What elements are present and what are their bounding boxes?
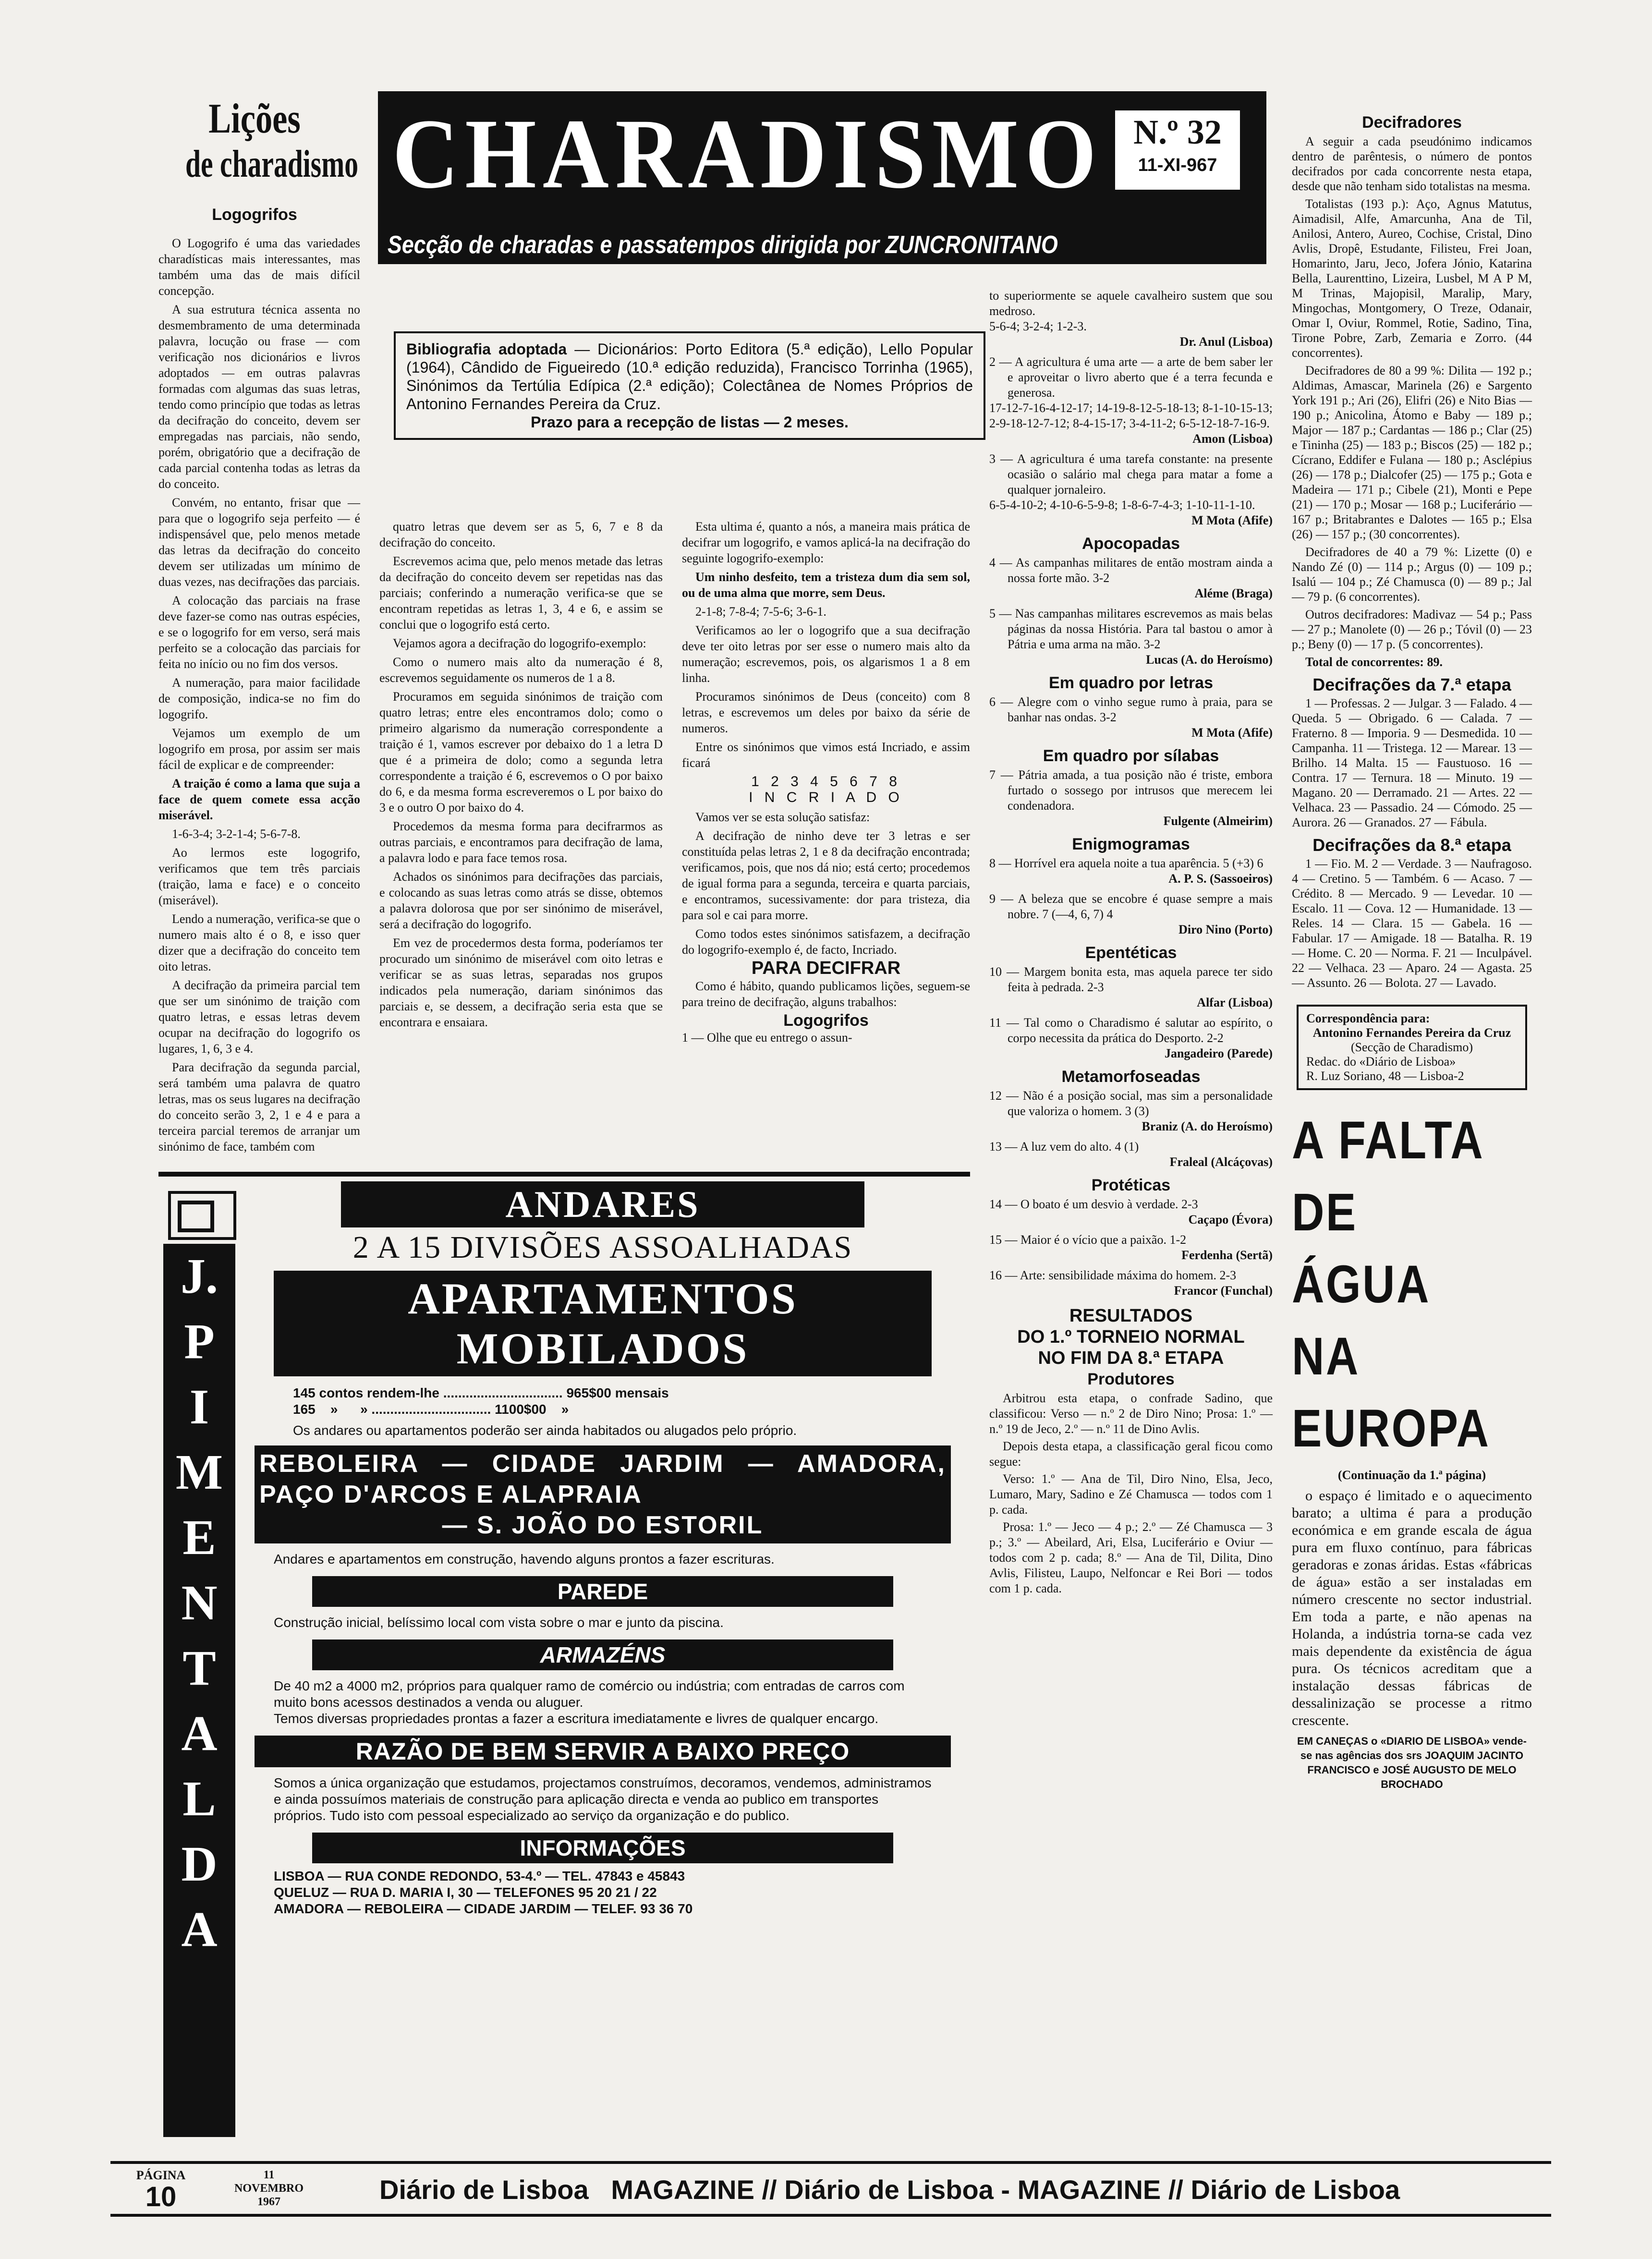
outros-decifradores: Outros decifradores: Madivaz — 54 p.; Pass — 27 p.; Manolete (0) — 26 p.; Tóvil (0) — 23 p.; Beny (0) — 17 p. (5 concorrentes). [1292,607,1532,651]
entry-author: Ferdenha (Sertã) [1181,1248,1273,1262]
entry-author: Braniz (A. do Heroísmo) [1142,1119,1273,1133]
digits-row: 1 2 3 4 5 6 7 8 [751,774,901,789]
company-letter: A [181,1902,218,1957]
entry-text: 14 — O boato é um desvio à verdade. 2-3 [989,1197,1198,1211]
entry-numbers: 5-6-4; 3-2-4; 1-2-3. [989,319,1087,333]
decifradores-80: Decifradores de 80 a 99 %: Dilita — 192 p.; Aldimas, Amascar, Marinela (26) e Sargento York 191 p.; Ari (26), Elifri (26) e Nito Bias — 190 p.; Anicolina, Átomo e Baby — 189 p.; Major — 187 p.; Cardantas — 186 p.; Clar (25) e Tininha (25) — 183 p.; Biscos (25) — 182 p.; Cícrano, Eddifer e Fulana — 180 p.; Asclépius (26) — 178 p.; Dialcofer (25) — 175 p.; Gota e Madeira — 171 p.; Cibele (21), Monti e Pepe (21) — 170 p.; Mosar — 168 p.; Luciferário — 167 p.; Britabrantes e Dalotes — 165 p.; Elsa (26) — 157 p.; (30 concorrentes). [1292,364,1532,541]
column-3 [682,519,970,1048]
entry-text: 4 — As campanhas militares de então mostram ainda a nossa forte mão. 3-2 [989,556,1273,585]
entry-author: Amon (Lisboa) [1192,432,1273,446]
proteticas-heading: Protéticas [1091,1176,1171,1194]
right-column [1292,115,1532,1792]
entry-text: 9 — A beleza que se encobre é quase sempre a mais nobre. 7 (—4, 6, 7) 4 [989,892,1273,921]
paragraph: Depois desta etapa, a classificação geral ficou como segue: [989,1439,1273,1469]
paragraph: Verificamos ao ler o logogrifo que a sua decifração deve ter oito letras por ser esse o numero mais alto da numeração; escrevemos, pois, os algarismos 1 a 8 em linha. [682,623,970,685]
apartamentos-banner [274,1271,932,1376]
entry-author: Jangadeiro (Parede) [1164,1046,1273,1060]
entry-text: 3 — A agricultura é uma tarefa constante: na presente ocasião o salário mal chega para matar a fome a qualquer jornaleiro. [989,452,1273,497]
paragraph: Procuramos sinónimos de Deus (conceito) com 8 letras, e escrevemos um deles por baixo da série de numeros. [682,690,970,735]
entry-author: Aléme (Braga) [1194,586,1273,600]
para-decifrar-heading: PARA DECIFRAR [751,958,901,978]
paragraph: Como todos estes sinónimos satisfazem, a decifração do logogrifo-exemplo é, de facto, Incriado. [682,927,970,957]
entry-1: 1 — Olhe que eu entrego o assun- [682,1031,852,1044]
etapa-7-list: 1 — Professas. 2 — Julgar. 3 — Falado. 4 — Queda. 5 — Obrigado. 6 — Calada. 7 — Fraterno. 8 — Imporia. 9 — Desmedida. 10 — Campanha. 11 — Tristega. 12 — Marear. 13 — Brilho. 14 Malta. 15 — Faustuoso. 16 — Contra. 17 — Ternura. 18 — Minuto. 19 — Magano. 20 — Derramado. 21 — Artes. 22 — Velhaca. 23 — Passadio. 24 — Cómodo. 25 — Aurora. 26 — Granados. 27 — Fábula. [1292,696,1532,829]
entry-text: 2 — A agricultura é uma arte — a arte de bem saber ler e aproveitar o livro aberto que é a terra fecunda e generosa. [989,355,1273,400]
enigmogramas-heading: Enigmogramas [1072,835,1190,853]
paragraph: Vejamos um exemplo de um logogrifo em prosa, por assim ser mais fácil de explicar e de compreender: [158,726,360,772]
company-letter: E [182,1510,216,1565]
entry-text: 5 — Nas campanhas militares escrevemos as mais belas páginas da nossa História. Para tal bastou o amor à Pátria e uma arma na mão. 3-2 [989,607,1273,651]
etapa-7-heading: Decifrações da 7.ª etapa [1312,675,1511,694]
entry-text: 10 — Margem bonita esta, mas aquela parece ter sido feita à pedrada. 2-3 [989,965,1273,994]
paragraph: Achados os sinónimos para decifrações das parciais, e colocando as suas letras como atrás se disse, obtemos a palavra dolorosa que por ser sinónimo de miserável, será a decifração do logogrifo. [379,870,663,931]
paragraph: Lendo a numeração, verifica-se que o numero mais alto é o 8, e isso quer dizer que a decifração do conceito tem oito letras. [158,912,360,973]
decifradores-40: Decifradores de 40 a 79 %: Lizette (0) e Nando Zé (0) — 114 p.; Argus (0) — 109 p.; Isalú — 104 p.; Zé Chamusca (0) — 89 p.; Jal — 79 p. (6 concorrentes). [1292,545,1532,604]
logogrifos-heading: Logogrifos [212,206,297,224]
paragraph: A decifração da primeira parcial tem que ser um sinónimo de traição com quatro letras, e essas letras devem ocupar na decifração do logogrifo os lugares, 1, 6, 3 e 4. [158,978,360,1056]
entry-author: Diro Nino (Porto) [1178,923,1273,936]
parede-banner: PAREDE [312,1576,893,1607]
paragraph: Convém, no entanto, frisar que — para que o logogrifo seja perfeito — é indispensável que, pelo menos metade das letras da decifração do conceito devem ser utilizadas um mínimo de duas vezes, nas decifrações das parciais. [158,496,360,589]
issue-box [1115,110,1240,190]
paragraph: Entre os sinónimos que vimos está Incriado, e assim ficará [682,740,970,770]
locations-line-1: REBOLEIRA — CIDADE JARDIM — AMADORA, PAÇO D'ARCOS E ALAPRAIA [259,1450,946,1508]
company-letter: M [175,1445,223,1500]
paragraph: quatro letras que devem ser as 5, 6, 7 e 8 da decifração do conceito. [379,520,663,549]
entry-text: 11 — Tal como o Charadismo é salutar ao espírito, o corpo necessita da prática do Desporto. 2-2 [989,1016,1273,1045]
page-label [120,2168,202,2211]
company-logo [168,1191,236,1240]
advertisement [163,1181,951,2123]
produtores-heading: Produtores [1087,1370,1175,1388]
example-numbers: 2-1-8; 7-8-4; 7-5-6; 3-6-1. [695,605,826,619]
company-letter: I [189,1379,209,1434]
paragraph: Ao lermos este logogrifo, verificamos que tem três parciais (traição, lama e face) e o conceito (miserável). [158,846,360,907]
paragraph: Como é hábito, quando publicamos lições, seguem-se para treino de decifração, alguns trabalhos: [682,979,970,1009]
company-letter: J. [181,1249,218,1304]
contact-queluz: QUELUZ — RUA D. MARIA I, 30 — TELEFONES 95 20 21 / 22 [274,1885,657,1900]
epenteticas-heading: Epentéticas [1085,944,1177,962]
decifradores-heading: Decifradores [1362,113,1462,132]
entry-text: 12 — Não é a posição social, mas sim a personalidade que valoriza o homem. 3 (3) [989,1089,1273,1118]
apartamentos-line-2: MOBILADOS [456,1324,749,1373]
column-2 [379,519,663,1033]
company-letter: A [181,1706,218,1761]
entry-text: to superiormente se aquele cavalheiro sustem que sou medroso. [989,289,1273,318]
paragraph: Em vez de procedermos desta forma, poderíamos ter procurado um sinónimo de miserável com oito letras e verificar se as suas letras, separadas nos grupos indicados pela numeração, dariam sinónimos das parciais e, se dessem, a decifração seria esta que se encontrara e ensaiara. [379,936,663,1029]
quadro-silabas-heading: Em quadro por sílabas [1043,747,1219,765]
lessons-title-line1: Lições [208,96,301,142]
entry-numbers: 17-12-7-16-4-12-17; 14-19-8-12-5-18-13; 8-1-10-15-13; 2-9-18-12-7-12; 8-4-15-17; 3-4-11-2; 6-5-12-18-7-16-9. [989,401,1273,430]
corr-address-1: Redac. do «Diário de Lisboa» [1306,1055,1456,1069]
construction-text: Andares e apartamentos em construção, havendo alguns prontos a fazer escrituras. [274,1552,775,1567]
entry-author: Dr. Anul (Lisboa) [1179,335,1273,349]
armazens-banner: ARMAZÉNS [312,1640,893,1670]
total-concorrentes: Total de concorrentes: 89. [1305,655,1443,669]
example-sentence: Um ninho desfeito, tem a tristeza dum dia sem sol, ou de uma alma que morre, sem Deus. [682,570,970,600]
divisoes-line: 2 A 15 DIVISÕES ASSOALHADAS [352,1230,853,1265]
informacoes-banner: INFORMAÇÕES [312,1833,893,1863]
logogrifos-subheading: Logogrifos [783,1011,869,1030]
habitados-text: Os andares ou apartamentos poderão ser ainda habitados ou alugados pelo próprio. [293,1423,797,1438]
footer-year: 1967 [257,2196,280,2208]
company-letter: T [182,1640,216,1696]
column-4 [989,288,1273,1596]
paragraph: A colocação das parciais na frase deve fazer-se como nas outras espécies, e se o logogrifo for em verso, será mais perfeito se a colocação das parciais for feita no início ou no fim dos versos. [158,594,360,671]
footer-month: NOVEMBRO [234,2182,304,2195]
parede-text: Construção inicial, belíssimo local com vista sobre o mar e junto da piscina. [274,1615,724,1630]
example-sentence: A traição é como a lama que suja a face de quem comete essa acção miserável. [158,777,360,822]
metamorfoseadas-heading: Metamorfoseadas [1061,1068,1201,1086]
contact-lisboa: LISBOA — RUA CONDE REDONDO, 53-4.º — TEL. 47843 e 45843 [274,1869,685,1883]
masthead-title: CHARADISMO [392,98,1103,209]
masthead-subtitle: Secção de charadas e passatempos dirigida por ZUNCRONITANO [388,231,1058,259]
paragraph: Procuramos em seguida sinónimos de traição com quatro letras; entre eles encontramos dolo; como o primeiro algarismo da numeração correspondente a traição é 1, vamos escrever por debaixo do 1 a letra D que é a primeira de dolo; como a segunda letra correspondente a traição é 6, escrevemos o O por baixo do 6, e da mesma forma escreveremos o L por baixo do 3 e o outro O por baixo do 4. [379,690,663,814]
entry-author: A. P. S. (Sassoeiros) [1168,872,1273,886]
rent-line-2: 165 » » ................................ 1100$00 » [293,1402,569,1417]
deadline-text: Prazo para a recepção de listas — 2 meses. [531,413,849,431]
page-word: PÁGINA [136,2168,186,2182]
entry-text: 8 — Horrível era aquela noite a tua aparência. 5 (+3) 6 [989,856,1263,870]
issue-number: N.º 32 [1133,113,1222,151]
paragraph: A seguir a cada pseudónimo indicamos dentro de parêntesis, o número de pontos decifrados por cada concorrente nesta etapa, desde que não tenham sido totalistas na mesma. [1292,134,1532,193]
word-row: I N C R I A D O [749,789,903,805]
water-headline-2: DE ÁGUA [1292,1183,1431,1314]
results-title-3: NO FIM DA 8.ª ETAPA [1038,1348,1224,1368]
results-title-2: DO 1.º TORNEIO NORMAL [1017,1327,1245,1347]
continuation-note: (Continuação da 1.ª página) [1337,1468,1486,1482]
entry-author: Alfar (Lisboa) [1197,996,1273,1009]
entry-author: Francor (Funchal) [1174,1284,1273,1298]
ad-top-rule [158,1172,970,1177]
footer-top-rule [110,2161,1551,2164]
water-article: o espaço é limitado e o aquecimento barato; a ultima é para a produção económica e em grande escala de água pura em fluxo contínuo, para fábricas geradoras e zonas áridas. Estas «fábricas de água» estão a ser instaladas em número crescente no sector industrial. Em toda a parte, e não apenas na Holanda, a indústria torna-se cada vez mais dependente da existência de água pura. Os técnicos acreditam que a instalação dessas fábricas de dessalinização se processe a ritmo crescente. [1292,1488,1532,1728]
andares-banner: ANDARES [341,1181,864,1227]
paragraph: Procedemos da mesma forma para decifrarmos as outras parciais, e encontramos para decifração de lama, a palavra lodo e para face temos rosa. [379,819,663,865]
entry-text: 13 — A luz vem do alto. 4 (1) [989,1140,1139,1154]
entry-author: Caçapo (Évora) [1188,1213,1273,1227]
paragraph: Como o numero mais alto da numeração é 8, escrevemos seguidamente os numeros de 1 a 8. [379,655,663,685]
rent-line-1: 145 contos rendem-lhe ................................ 965$00 mensais [293,1385,669,1400]
paragraph: O Logogrifo é uma das variedades charadísticas mais interessantes, mas também uma das de mais difícil concepção. [158,236,360,298]
example-numbers: 1-6-3-4; 3-2-1-4; 5-6-7-8. [172,827,301,841]
company-vertical-name [163,1244,235,2137]
entry-numbers: 6-5-4-10-2; 4-10-6-5-9-8; 1-8-6-7-4-3; 1-10-11-1-10. [989,498,1255,512]
corr-address-2: R. Luz Soriano, 48 — Lisboa-2 [1306,1069,1464,1083]
corr-section: (Secção de Charadismo) [1350,1040,1473,1054]
ad-body [255,1181,951,1917]
lessons-heading [158,96,358,224]
quadro-letras-heading: Em quadro por letras [1049,674,1213,692]
locations-line-2: — S. JOÃO DO ESTORIL [442,1511,764,1539]
entry-author: M Mota (Afife) [1191,726,1273,740]
water-headline-1: A FALTA [1292,1111,1485,1170]
page-number: 10 [145,2181,177,2212]
paragraph: Escrevemos acima que, pelo menos metade das letras da decifração do conceito devem ser repetidas nas das parciais; conferindo a numeração verifica-se que se encontram repetidas as letras 1, 3, 4 e 6, e assim se conclui que o logogrifo está certo. [379,554,663,632]
entry-author: Fraleal (Alcáçovas) [1169,1155,1273,1169]
etapa-8-heading: Decifrações da 8.ª etapa [1312,835,1511,855]
paragraph: Vamos ver se esta solução satisfaz: [695,810,870,824]
results-heading [989,1305,1273,1369]
corr-title: Correspondência para: [1306,1011,1430,1025]
entry-text: 6 — Alegre com o vinho segue rumo à praia, para se banhar nas ondas. 3-2 [989,695,1273,724]
company-letter: L [182,1771,216,1826]
entry-author: Fulgente (Almeirim) [1163,814,1273,828]
footer [110,2168,1551,2211]
company-letter: N [181,1575,218,1630]
company-letter: P [184,1314,215,1369]
footer-bottom-rule [110,2214,1551,2217]
paragraph: Esta ultima é, quanto a nós, a maneira mais prática de decifrar um logogrifo, e vamos aplicá-la na decifração do seguinte logogrifo-exemplo: [682,520,970,565]
armazens-text-1: De 40 m2 a 4000 m2, próprios para qualquer ramo de comércio ou indústria; com entradas de carros com muito bons acessos destinados a venda ou aluguer. [274,1678,905,1710]
bibliography-lead: Bibliografia adoptada [406,340,567,358]
correspondence-box [1297,1005,1527,1090]
footer-day: 11 [263,2169,275,2181]
water-headline-3: NA EUROPA [1292,1327,1491,1458]
paragraph: Prosa: 1.º — Jeco — 4 p.; 2.º — Zé Chamusca — 3 p.; 3.º — Abeilard, Ari, Elsa, Luciferário e Oviur — todos com 2 p. cada; 8.º — Ana de Til, Dilita, Dino Avlis, Filisteu, Laupo, Nelfoncar e Rei Bori — todos com 1 p. cada. [989,1520,1273,1595]
contact-amadora: AMADORA — REBOLEIRA — CIDADE JARDIM — TELEF. 93 36 70 [274,1901,693,1916]
entry-text: 16 — Arte: sensibilidade máxima do homem. 2-3 [989,1268,1237,1282]
corr-name: Antonino Fernandes Pereira da Cruz [1312,1026,1511,1040]
column-1 [158,235,360,1157]
razao-text: Somos a única organização que estudamos, projectamos construímos, decoramos, vendemos, administramos e ainda possuímos materiais de construção para aplicação directa e venda ao publico em transportes próprios. Tudo isto com pessoal especializado ao serviço da organização e do publico. [274,1775,932,1823]
etapa-8-list: 1 — Fio. M. 2 — Verdade. 3 — Naufragoso. 4 — Cretino. 5 — Também. 6 — Acaso. 7 — Crédito. 8 — Mercado. 9 — Levedar. 10 — Escalo. 11 — Cova. 12 — Humanidade. 13 — Reles. 14 — Clara. 15 — Gabela. 16 — Fabular. 17 — Amigade. 18 — Batalha. R. 19 — Home. C. 20 — Norma. F. 21 — Inculpável. 22 — Velhaca. 23 — Aparo. 24 — Agasta. 25 — Assunto. 26 — Bolota. 27 — Lavado. [1292,857,1532,990]
paragraph: Vejamos agora a decifração do logogrifo-exemplo: [393,636,646,650]
paragraph: A numeração, para maior facilidade de composição, indica-se no fim do logogrifo. [158,676,360,721]
entry-author: Lucas (A. do Heroísmo) [1146,653,1273,667]
paragraph: A decifração de ninho deve ter 3 letras e ser constituída pelas letras 2, 1 e 8 da decifração encontrada; verificamos, pois, que nos dá nio; está certo; procedemos de igual forma para a segunda, terceira e quarta parciais, e encontramos, sucessivamente: dor para tristeza, dia para sol e cai para morre. [682,829,970,922]
sales-notice: EM CANEÇAS o «DIARIO DE LISBOA» vende-se nas agências dos srs JOAQUIM JACINTO FRANCISCO e JOSÉ AUGUSTO DE MELO BROCHADO [1297,1735,1527,1790]
paragraph: A sua estrutura técnica assenta no desmembramento de uma determinada palavra, locução ou frase — com verificação nos dicionários e livros adoptados — em outras palavras formadas com algumas das suas letras, tendo como princípio que todas as letras da decifração do conceito, devem ser empregadas nas parciais, não sendo, porém, obrigatório que a decifração de cada parcial contenha todas as letras da do conceito. [158,303,360,491]
paragraph: Arbitrou esta etapa, o confrade Sadino, que classificou: Verso — n.º 2 de Diro Nino; Prosa: 1.º — n.º 19 de Jeco, 2.º — n.º 11 de Dino Avlis. [989,1391,1273,1436]
paragraph: Para decifração da segunda parcial, será também uma palavra de quatro letras, mas os seus lugares na decifração do conceito serão 3, 2, 1 e 4 e para a terceira parcial teremos de arranjar um sinónimo de face, também com [158,1060,360,1154]
razao-banner: RAZÃO DE BEM SERVIR A BAIXO PREÇO [255,1736,951,1767]
lessons-title-line2: de charadismo [185,143,358,185]
running-title: Diário de Lisboa MAGAZINE // Diário de Lisboa - MAGAZINE // Diário de Lisboa [379,2174,1400,2205]
entry-text: 15 — Maior é o vício que a paixão. 1-2 [989,1233,1187,1247]
bibliography-text: — Dicionários: Porto Editora (5.ª edição), Lello Popular (1964), Cândido de Figueiredo (10.ª edição reduzida), Francisco Torrinha (1965), Sinónimos da Tertúlia Edípica (2.ª edição); Colectânea de Nomes Próprios de Antonino Fernandes Pereira da Cruz. [406,340,973,413]
entry-author: M Mota (Afife) [1191,513,1273,527]
apartamentos-line-1: APARTAMENTOS [408,1274,798,1323]
bibliography-box [394,331,985,440]
company-letter: D [181,1836,218,1892]
masthead [378,91,1266,264]
paragraph: Verso: 1.º — Ana de Til, Diro Nino, Elsa, Jeco, Lumaro, Mary, Sadino e Zé Chamusca — todos com 1 p. cada. [989,1472,1273,1517]
issue-date: 11-XI-967 [1138,155,1217,175]
footer-date [216,2168,322,2209]
apocopadas-heading: Apocopadas [1081,534,1180,553]
totalistas: Totalistas (193 p.): Aço, Agnus Matutus, Aimadisil, Alfe, Amarcunha, Ana de Til, Anilosi, Antero, Aureo, Cochise, Cristal, Dino Avlis, Dropê, Estudante, Filisteu, Frei Joan, Homarinto, Jaru, Jeco, Jofera Jónio, Katarina Bella, Laurenttino, Lizeira, Lusbel, M A P M, M Trinas, Majopisil, Maralip, Mary, Mingochas, Montgomery, O Treze, Odanair, Omar I, Oviur, Rommel, Rotie, Sadino, Tina, Tirone Pobre, Zarb, Zemaria e Zorro. (44 concorrentes). [1292,197,1532,360]
locations-banner [255,1445,951,1543]
results-title-1: RESULTADOS [1069,1306,1193,1326]
entry-text: 7 — Pátria amada, a tua posição não é triste, embora furtado o sossego por intrusos que merecem lei condenadora. [989,768,1273,813]
armazens-text-2: Temos diversas propriedades prontas a fazer a escritura imediatamente e livres de qualquer encargo. [274,1711,879,1726]
